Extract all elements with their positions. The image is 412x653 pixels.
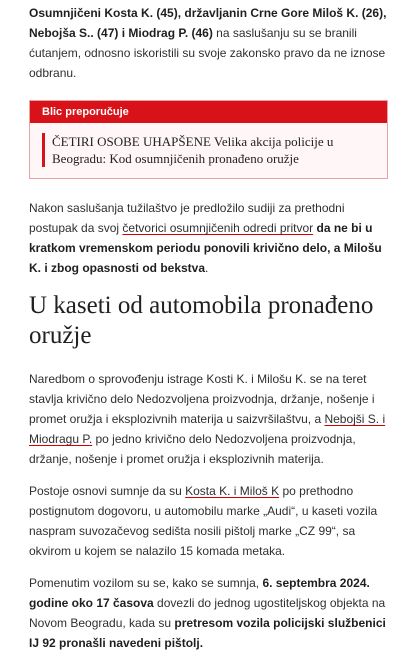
investigation-link[interactable]: Nebojši S. i Miodragu P. bbox=[29, 412, 386, 446]
suspicion-link[interactable]: Kosta K. i Miloš K bbox=[185, 484, 280, 498]
search-result-bold: pretresom vozila policijski službenici IJ 92 pronašli navedeni pištolj. bbox=[29, 616, 386, 650]
detention-text-1: Nakon saslušanja tužilaštvo je predložilo sudiji za prethodni postupak da svoj bbox=[29, 201, 345, 235]
detention-text-end: . bbox=[205, 261, 209, 275]
search-text-2: dovezli do jednog ugostiteljskog objekta na Novom Beogradu, kada su bbox=[29, 596, 386, 630]
paragraph-intro bbox=[29, 3, 388, 83]
investigation-text-2: po jedno krivično delo Nedozvoljena proizvodnja, držanje, nošenje i promet oružja i eksplozivnih materija. bbox=[29, 432, 356, 466]
suspicion-text-2: po prethodno postignutom dogovoru, u automobilu marke „Audi“, u kaseti vozila naspram suvozačevog sedišta nosili pištolj marke „CZ 99“, sa okvirom u kojem se nalazilo 15 komada metaka. bbox=[29, 484, 378, 558]
search-date-bold: 6. septembra 2024. godine oko 17 časova bbox=[29, 576, 370, 610]
paragraph-detention bbox=[29, 198, 388, 278]
recommended-accent-bar bbox=[42, 133, 45, 167]
paragraph-suspicion bbox=[29, 481, 388, 561]
article-body bbox=[0, 3, 412, 653]
recommended-box bbox=[29, 100, 388, 179]
suspicion-text-1: Postoje osnovi sumnje da su bbox=[29, 484, 186, 498]
detention-bold-text: da ne bi u kratkom vremenskom periodu ponovili krivično delo, a Milošu K. i zbog opasnosti od bekstva bbox=[29, 221, 382, 275]
recommended-link-kicker: ČETIRI OSOBE UHAPŠENE bbox=[52, 134, 211, 149]
detention-link[interactable]: četvorici osumnjičenih odredi pritvor bbox=[122, 221, 314, 235]
intro-text: na saslušanju su se branili ćutanjem, odnosno iskoristili su svoje zakonsko pravo da ne iznose odbranu. bbox=[29, 26, 386, 80]
section-heading: U kaseti od automobila pronađeno oružje bbox=[29, 292, 374, 349]
recommended-link-title: Velika akcija policije u Beogradu: Kod osumnjičenih pronađeno oružje bbox=[52, 134, 334, 166]
recommended-header: Blic preporučuje bbox=[30, 101, 387, 123]
search-text-1: Pomenutim vozilom su se, kako se sumnja, bbox=[29, 576, 263, 590]
suspects-names: Osumnjičeni Kosta K. (45), državljanin Crne Gore Miloš K. (26), Nebojša S.. (47) i Miodrag P. (46) bbox=[29, 6, 387, 40]
recommended-body bbox=[30, 123, 387, 178]
investigation-text-1: Naredbom o sprovođenju istrage Kosti K. i Milošu K. se na teret stavlja krivično delo Nedozvoljena proizvodnja, držanje, nošenje i promet oružja i eksplozivnih materija u saizvršilaštvu, a bbox=[29, 372, 375, 426]
paragraph-search bbox=[29, 573, 388, 653]
paragraph-investigation bbox=[29, 369, 388, 469]
recommended-article-link[interactable] bbox=[52, 133, 377, 167]
